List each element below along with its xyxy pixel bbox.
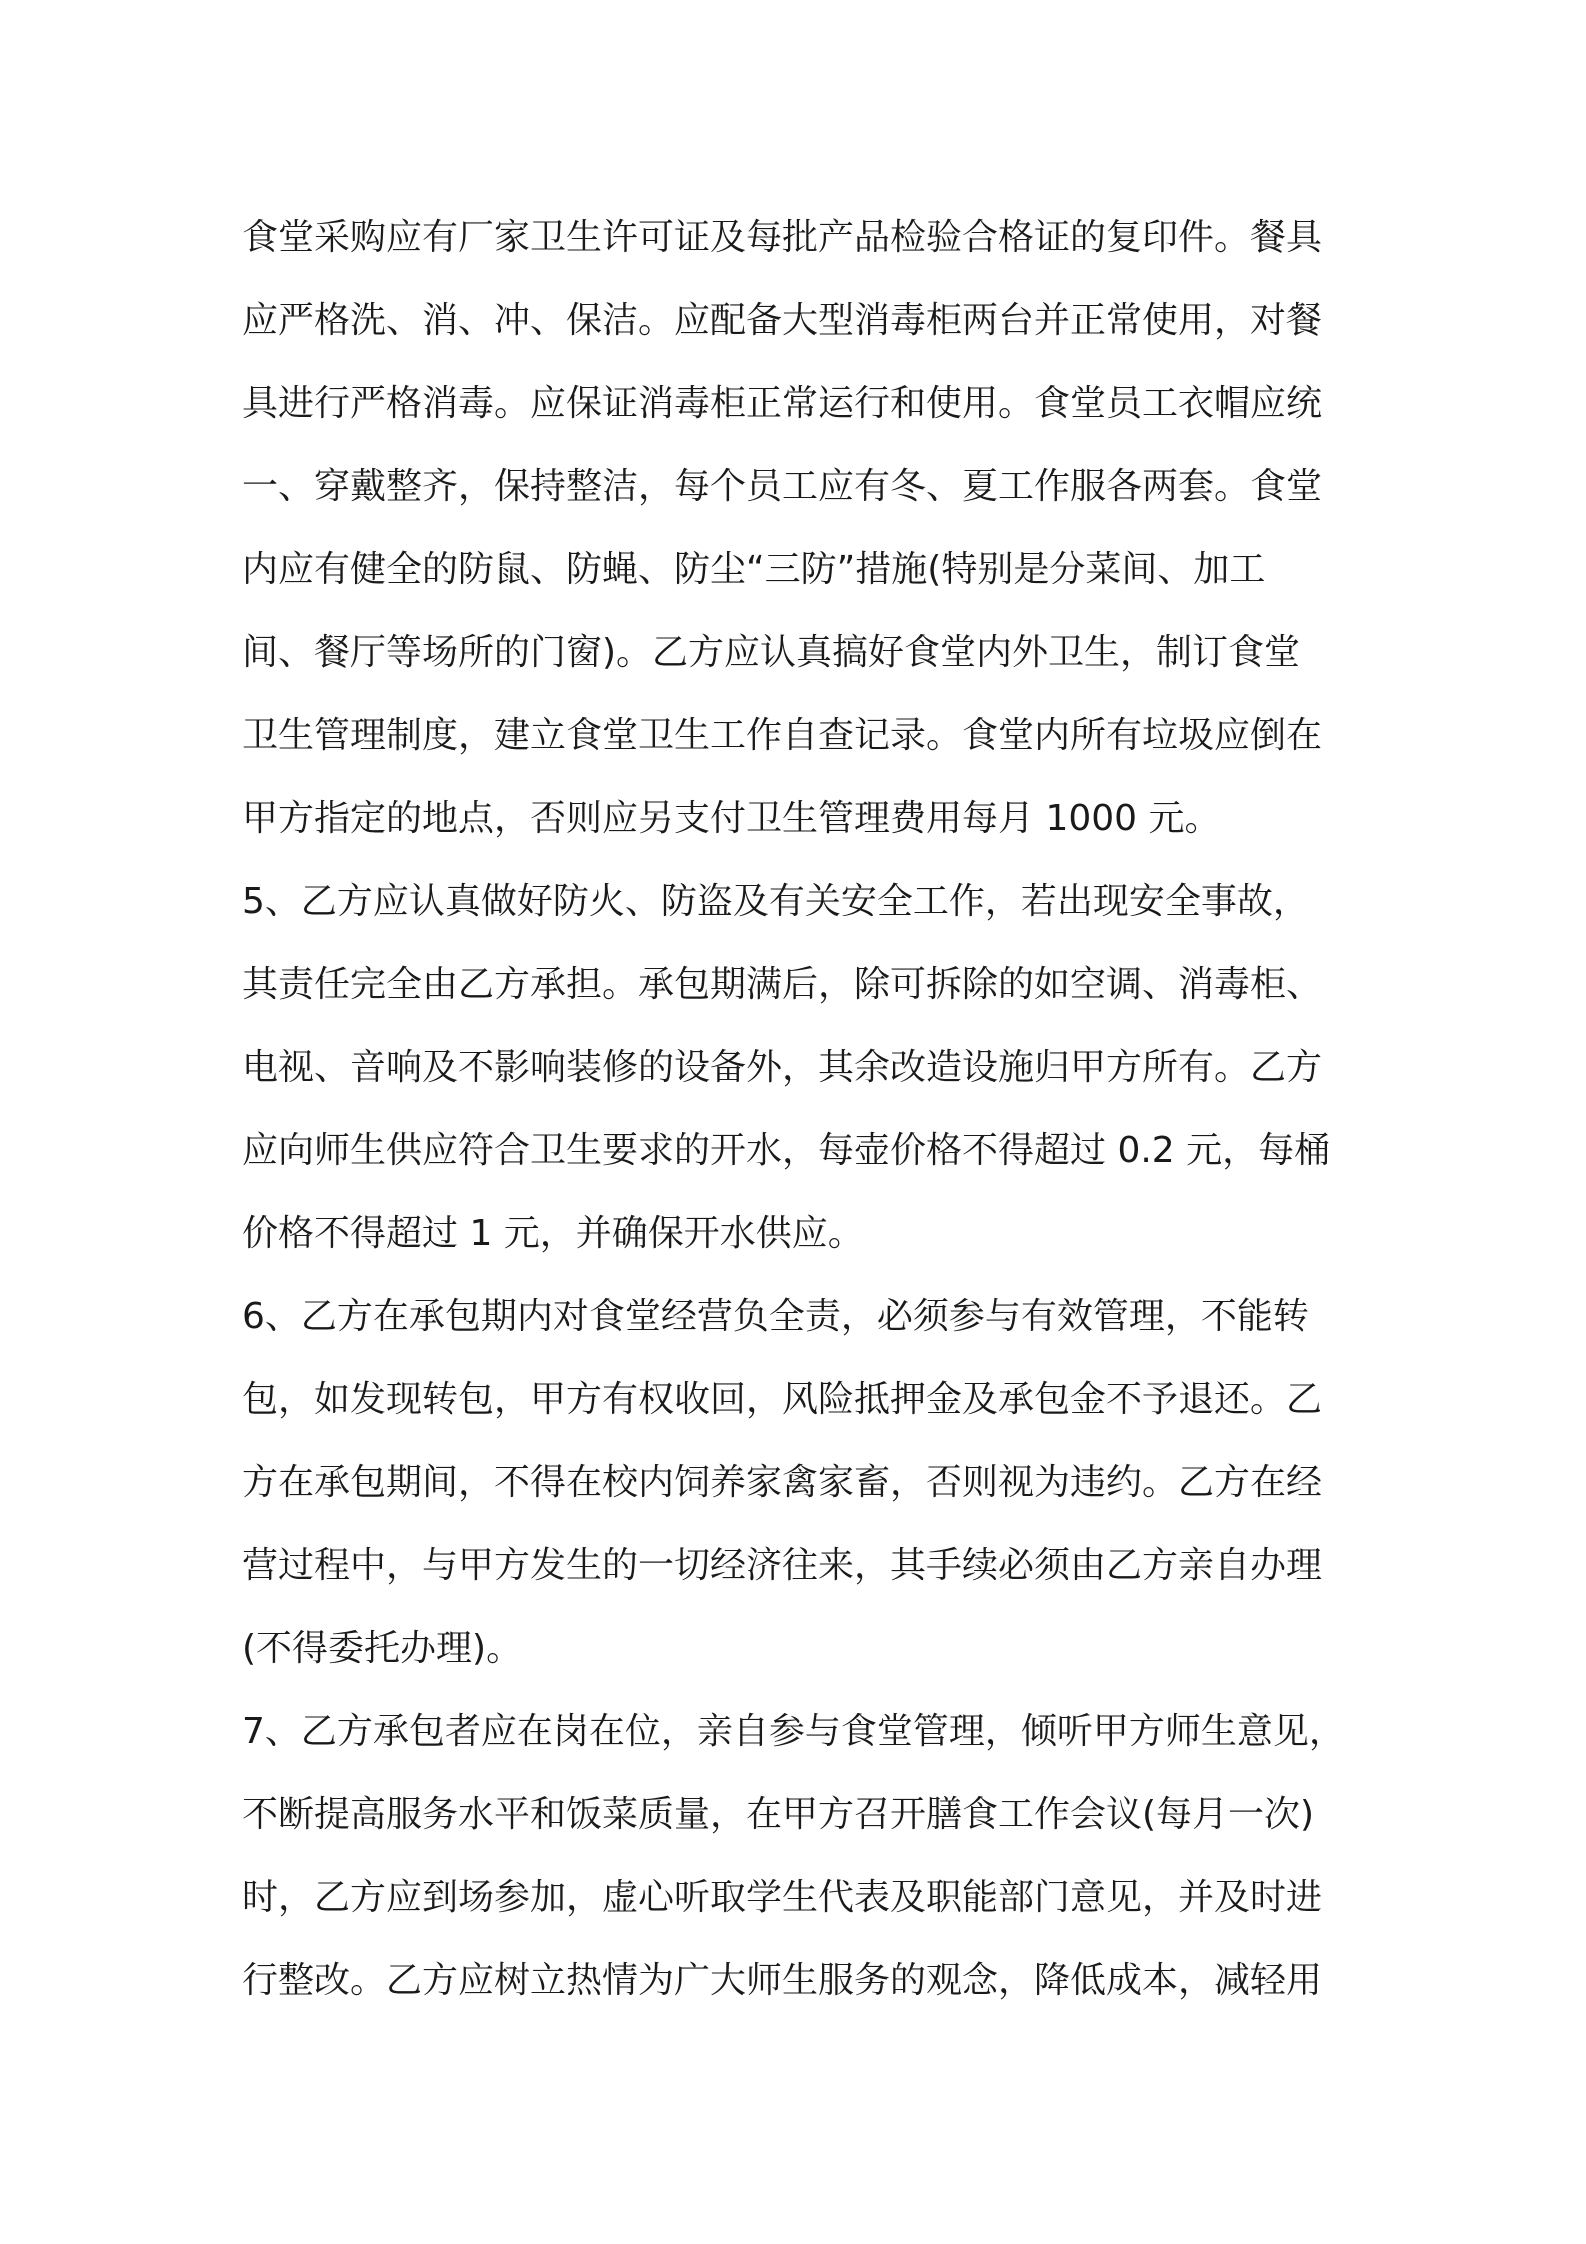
text-line: 方在承包期间，不得在校内饲养家禽家畜，否则视为违约。乙方在经 xyxy=(242,1462,1323,1503)
text-line: 6、乙方在承包期内对食堂经营负全责，必须参与有效管理，不能转 xyxy=(242,1296,1309,1337)
text-line: 时，乙方应到场参加，虚心听取学生代表及职能部门意见，并及时进 xyxy=(242,1877,1323,1918)
text-line: 营过程中，与甲方发生的一切经济往来，其手续必须由乙方亲自办理 xyxy=(242,1545,1323,1586)
text-line: 间、餐厅等场所的门窗)。乙方应认真搞好食堂内外卫生，制订食堂 xyxy=(242,632,1301,673)
text-line: 行整改。乙方应树立热情为广大师生服务的观念，降低成本，减轻用 xyxy=(242,1960,1323,2001)
text-line: 不断提高服务水平和饭菜质量，在甲方召开膳食工作会议(每月一次) xyxy=(242,1794,1315,1835)
text-line: 内应有健全的防鼠、防蝇、防尘“三防”措施(特别是分菜间、加工 xyxy=(242,549,1266,590)
text-line: 电视、音响及不影响装修的设备外，其余改造设施归甲方所有。乙方 xyxy=(242,1047,1323,1088)
text-line: 卫生管理制度，建立食堂卫生工作自查记录。食堂内所有垃圾应倒在 xyxy=(242,715,1323,756)
body-text xyxy=(242,196,1362,2022)
text-line: 具进行严格消毒。应保证消毒柜正常运行和使用。食堂员工衣帽应统 xyxy=(242,383,1323,424)
text-line: 食堂采购应有厂家卫生许可证及每批产品检验合格证的复印件。餐具 xyxy=(242,217,1323,258)
text-line: 包，如发现转包，甲方有权收回，风险抵押金及承包金不予退还。乙 xyxy=(242,1379,1323,1420)
text-line: 应向师生供应符合卫生要求的开水，每壶价格不得超过 0.2 元，每桶 xyxy=(242,1130,1331,1171)
text-line: 其责任完全由乙方承担。承包期满后，除可拆除的如空调、消毒柜、 xyxy=(242,964,1323,1005)
text-line: (不得委托办理)。 xyxy=(242,1628,523,1669)
text-line: 5、乙方应认真做好防火、防盗及有关安全工作，若出现安全事故， xyxy=(242,881,1309,922)
text-line: 应严格洗、消、冲、保洁。应配备大型消毒柜两台并正常使用，对餐 xyxy=(242,300,1323,341)
text-line: 7、乙方承包者应在岗在位，亲自参与食堂管理，倾听甲方师生意见， xyxy=(242,1711,1345,1752)
text-line: 价格不得超过 1 元，并确保开水供应。 xyxy=(242,1213,864,1254)
text-line: 甲方指定的地点，否则应另支付卫生管理费用每月 1000 元。 xyxy=(242,798,1221,839)
text-line: 一、穿戴整齐，保持整洁，每个员工应有冬、夏工作服各两套。食堂 xyxy=(242,466,1323,507)
